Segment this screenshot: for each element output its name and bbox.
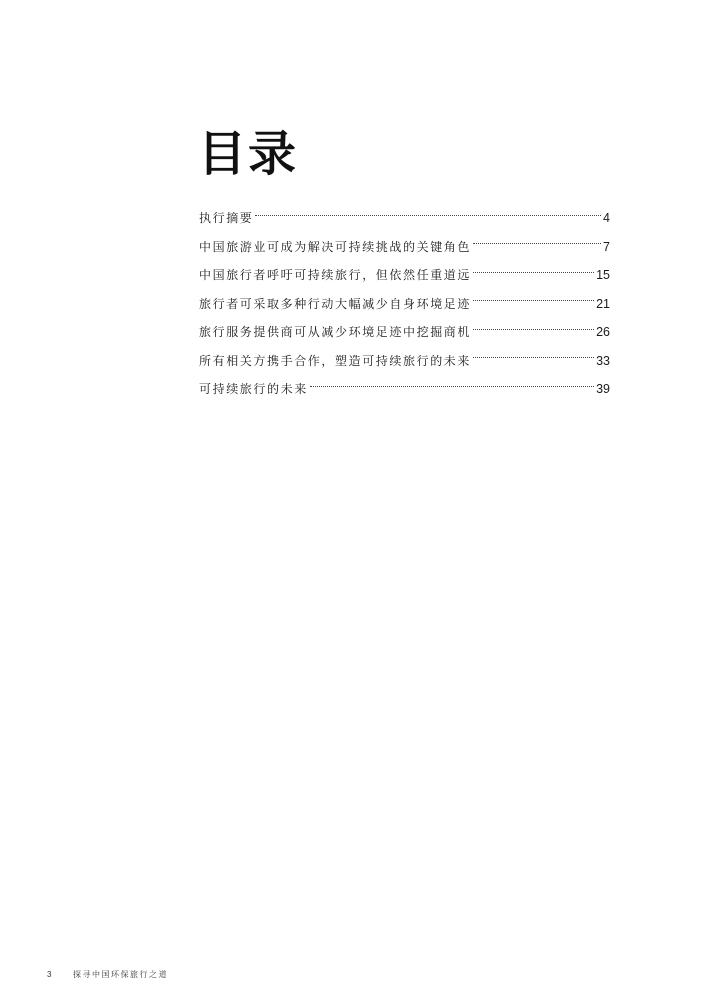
toc-dot-leader — [473, 272, 594, 273]
toc-dot-leader — [473, 357, 594, 358]
toc-entry-page: 33 — [596, 353, 610, 368]
toc-entry-title: 旅行服务提供商可从减少环境足迹中挖掘商机 — [199, 325, 472, 339]
footer-document-title: 探寻中国环保旅行之道 — [73, 970, 168, 979]
toc-entry-page: 26 — [596, 325, 610, 339]
toc-entry-executive-summary[interactable] — [199, 204, 610, 233]
toc-entry-title: 中国旅游业可成为解决可持续挑战的关键角色 — [199, 239, 472, 254]
toc-entry-page: 7 — [603, 239, 610, 254]
toc-entry-collaboration[interactable] — [199, 347, 610, 376]
toc-entry-page: 15 — [596, 268, 610, 282]
toc-dot-leader — [310, 386, 594, 387]
toc-dot-leader — [473, 243, 601, 244]
toc-dot-leader — [473, 329, 594, 330]
toc-entry-title: 旅行者可采取多种行动大幅减少自身环境足迹 — [199, 296, 472, 311]
toc-entry-page: 4 — [603, 211, 610, 225]
page-title: 目录 — [198, 126, 299, 183]
toc-entry-title: 所有相关方携手合作，塑造可持续旅行的未来 — [199, 353, 472, 368]
toc-entry-tourism-key-role[interactable] — [199, 233, 610, 262]
page-footer — [47, 969, 168, 980]
toc-dot-leader — [255, 215, 601, 216]
toc-entry-future[interactable] — [199, 375, 610, 404]
toc-entry-title: 中国旅行者呼吁可持续旅行，但依然任重道远 — [199, 268, 472, 282]
toc-entry-travelers-call[interactable] — [199, 261, 610, 290]
toc-entry-title: 执行摘要 — [199, 211, 254, 225]
table-of-contents — [199, 204, 610, 404]
toc-entry-page: 21 — [596, 296, 610, 311]
toc-entry-provider-opportunities[interactable] — [199, 318, 610, 347]
toc-entry-title: 可持续旅行的未来 — [199, 382, 308, 396]
footer-page-number: 3 — [47, 970, 52, 979]
toc-entry-page: 39 — [596, 382, 610, 396]
toc-dot-leader — [473, 300, 594, 301]
toc-entry-traveler-actions[interactable] — [199, 290, 610, 319]
